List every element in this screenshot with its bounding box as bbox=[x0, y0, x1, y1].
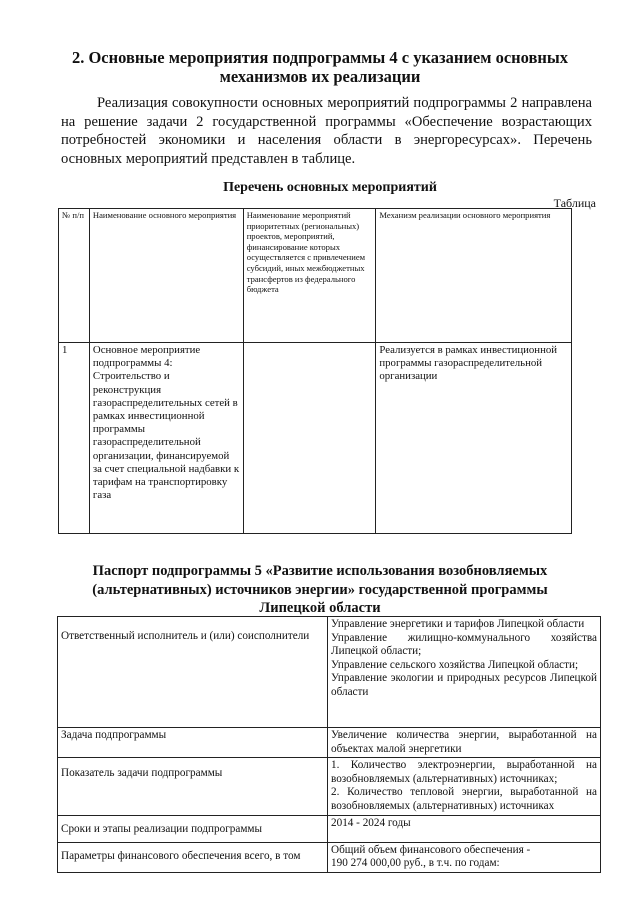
passport-heading-line-1: Паспорт подпрограммы 5 «Развитие использования возобновляемых bbox=[92, 563, 548, 579]
passport-label-cell: Ответственный исполнитель и (или) соисполнители bbox=[58, 617, 328, 728]
passport-value-cell: 1. Количество электроэнергии, выработанной на возобновляемых (альтернативных) источниках; 2. Количество тепловой энергии, выработанной на возобновляемых (альтернативных) источниках bbox=[328, 758, 601, 815]
header-cell-mechanism: Механизм реализации основного мероприятия bbox=[376, 209, 572, 343]
measures-table bbox=[58, 208, 572, 534]
intro-paragraph-text: Реализация совокупности основных мероприятий подпрограммы 2 направлена на решение задачи 2 государственной программы «Обеспечение возрастающих потребностей экономики и населения области в энергоресурсах». Перечень основных мероприятий представлен в таблице. bbox=[61, 95, 592, 167]
measure-name-cell: Основное мероприятие подпрограммы 4: Строительство и реконструкция газораспределительных сетей в рамках инвестиционной программы газораспределительной организации, финансируемой за счет специальной надбавки к тарифам на транспортировку газа bbox=[89, 343, 243, 534]
passport-value-cell: Увеличение количества энергии, выработанной на объектах малой энергетики bbox=[328, 728, 601, 758]
table-row bbox=[58, 758, 601, 815]
mechanism-cell: Реализуется в рамках инвестиционной программы газораспределительной организации bbox=[376, 343, 572, 534]
passport-value-cell: Общий объем финансового обеспечения - 190 274 000,00 руб., в т.ч. по годам: bbox=[328, 842, 601, 872]
header-cell-priority-projects: Наименование мероприятий приоритетных (региональных) проектов, мероприятий, финансирование которых осуществляется с привлечением субсидий, иных межбюджетных трансфертов из федерального бюджета bbox=[243, 209, 376, 343]
header-cell-measure-name: Наименование основного мероприятия bbox=[89, 209, 243, 343]
passport-heading bbox=[50, 562, 590, 618]
row-number-cell: 1 bbox=[59, 343, 90, 534]
passport-heading-line-3: Липецкой области bbox=[259, 600, 381, 616]
table-header-row bbox=[59, 209, 572, 343]
passport-table bbox=[57, 616, 601, 873]
passport-label-cell: Показатель задачи подпрограммы bbox=[58, 758, 328, 815]
table-caption: Перечень основных мероприятий bbox=[223, 180, 437, 195]
table-row bbox=[59, 343, 572, 534]
passport-heading-line-2: (альтернативных) источников энергии» государственной программы bbox=[92, 581, 548, 598]
table-row bbox=[58, 815, 601, 842]
intro-paragraph bbox=[61, 94, 592, 168]
passport-value-cell: 2014 - 2024 годы bbox=[328, 815, 601, 842]
table-label: Таблица bbox=[553, 196, 596, 210]
passport-value-cell: Управление энергетики и тарифов Липецкой области Управление жилищно-коммунального хозяйства Липецкой области; Управление сельского хозяйства Липецкой области; Управление экологии и природных ресурсов Липецкой области bbox=[328, 617, 601, 728]
section-heading-line-1: 2. Основные мероприятия подпрограммы 4 с указанием основных bbox=[71, 48, 569, 67]
passport-label-cell: Параметры финансового обеспечения всего, в том bbox=[58, 842, 328, 872]
passport-label-cell: Задача подпрограммы bbox=[58, 728, 328, 758]
passport-label-cell: Сроки и этапы реализации подпрограммы bbox=[58, 815, 328, 842]
priority-projects-cell bbox=[243, 343, 376, 534]
header-cell-number: № п/п bbox=[59, 209, 90, 343]
section-heading-line-2: механизмов их реализации bbox=[219, 67, 421, 86]
table-row bbox=[58, 728, 601, 758]
table-row bbox=[58, 617, 601, 728]
table-row bbox=[58, 842, 601, 872]
section-heading bbox=[40, 48, 600, 86]
